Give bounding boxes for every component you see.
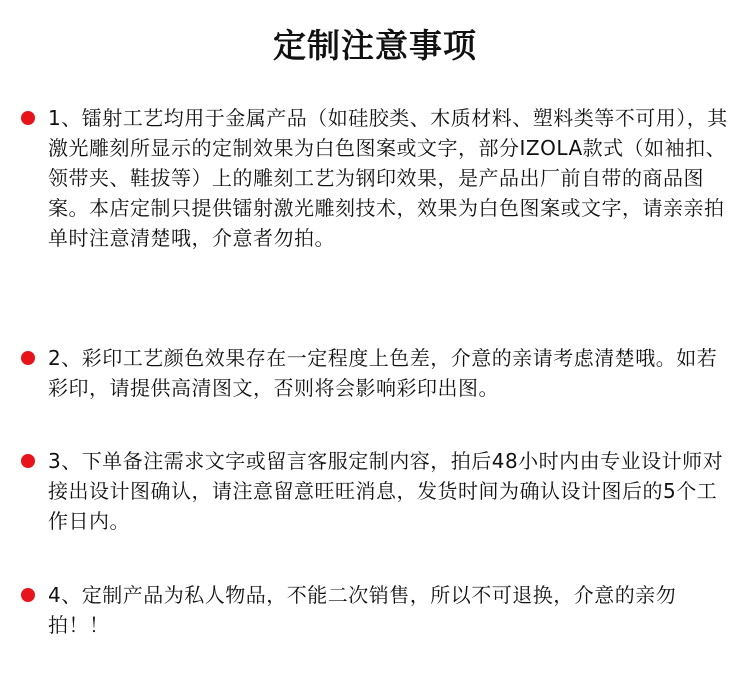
notice-item-4: 4、定制产品为私人物品，不能二次销售，所以不可退换，介意的亲勿拍！！: [48, 583, 677, 637]
page-title: 定制注意事项: [273, 26, 477, 65]
notice-item-1: 1、镭射工艺均用于金属产品（如硅胶类、木质材料、塑料类等不可用），其激光雕刻所显示的定制效果为白色图案或文字，部分IZOLA款式（如袖扣、领带夹、鞋拔等）上的雕刻工艺为钢印效果，是产品出厂前自带的商品图案。本店定制只提供镭射激光雕刻技术，效果为白色图案或文字，请亲亲拍单时注意清楚哦，介意者勿拍。: [48, 106, 728, 250]
bullet-dot-icon: [21, 111, 35, 125]
notice-item-3: 3、下单备注需求文字或留言客服定制内容，拍后48小时内由专业设计师对接出设计图确认，请注意留意旺旺消息，发货时间为确认设计图后的5个工作日内。: [48, 449, 724, 533]
bullet-dot-icon: [21, 588, 35, 602]
bullet-dot-icon: [21, 351, 35, 365]
notice-item-2: 2、彩印工艺颜色效果存在一定程度上色差，介意的亲请考虑清楚哦。如若彩印，请提供高清图文，否则将会影响彩印出图。: [48, 346, 718, 400]
bullet-dot-icon: [21, 454, 35, 468]
